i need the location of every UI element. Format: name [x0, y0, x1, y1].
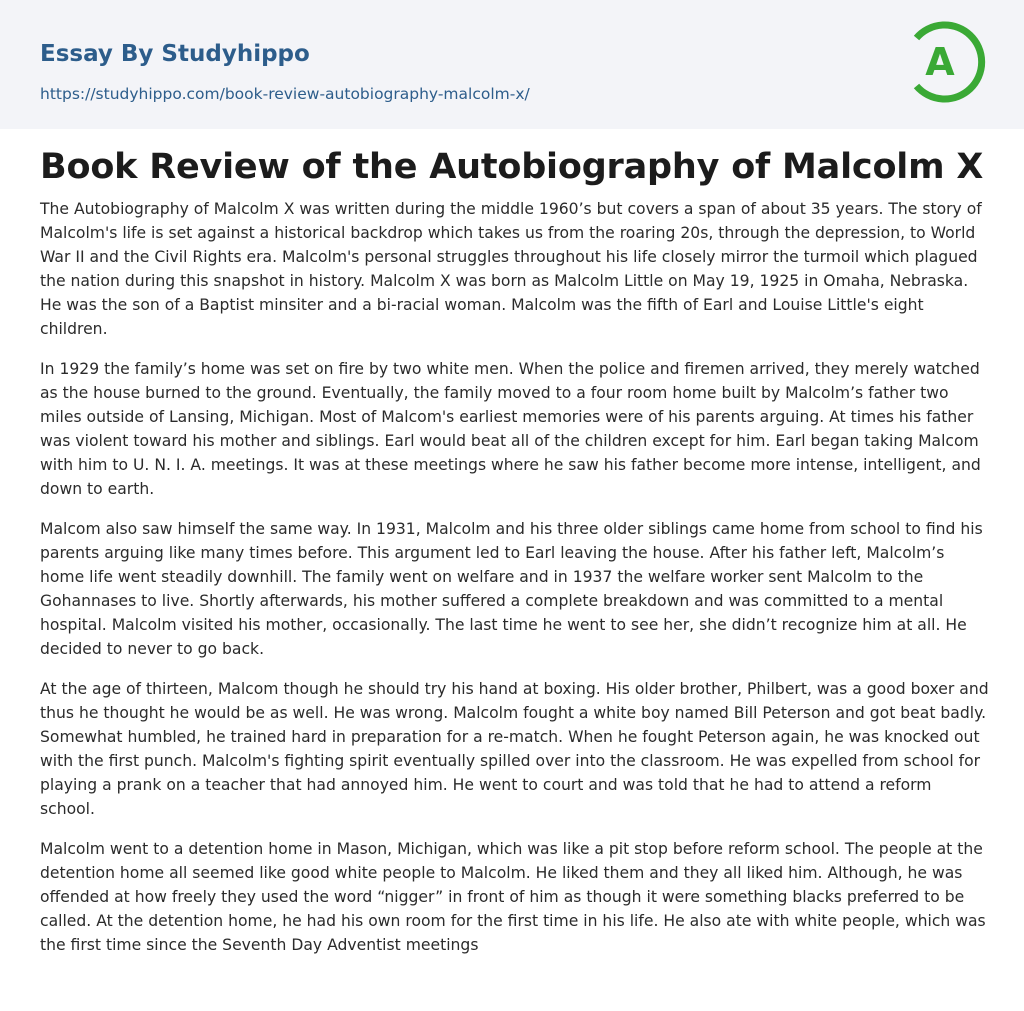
logo-letter: A [925, 40, 955, 84]
page-title: Book Review of the Autobiography of Malcolm X [40, 147, 984, 187]
logo-icon [911, 18, 987, 106]
article-paragraph: At the age of thirteen, Malcom though he should try his hand at boxing. His older brother, Philbert, was a good boxer and thus he thought he would be as well. He was wrong. Malcolm fought a white boy named Bill Peterson and got beat badly. Somewhat humbled, he trained hard in preparation for a re-match. When he fought Peterson again, he was knocked out with the first punch. Malcolm's fighting spirit eventually spilled over into the classroom. He was expelled from school for playing a prank on a teacher that had annoyed him. He went to court and was told that he had to attend a reform school. [40, 680, 989, 818]
article-paragraph: In 1929 the family’s home was set on fire by two white men. When the police and firemen arrived, they merely watched as the house burned to the ground. Eventually, the family moved to a four room home built by Malcolm’s father two miles outside of Lansing, Michigan. Most of Malcom's earliest memories were of his parents arguing. At times his father was violent toward his mother and siblings. Earl would beat all of the children except for him. Earl began taking Malcom with him to U. N. I. A. meetings. It was at these meetings where he saw his father become more intense, intelligent, and down to earth. [40, 360, 981, 498]
source-url-link[interactable]: https://studyhippo.com/book-review-autobiography-malcolm-x/ [40, 85, 530, 103]
article-paragraph: The Autobiography of Malcolm X was written during the middle 1960’s but covers a span of about 35 years. The story of Malcolm's life is set against a historical backdrop which takes us from the roaring 20s, through the depression, to World War II and the Civil Rights era. Malcolm's personal struggles throughout his life closely mirror the turmoil which plagued the nation during this snapshot in history. Malcolm X was born as Malcolm Little on May 19, 1925 in Omaha, Nebraska. He was the son of a Baptist minsiter and a bi-racial woman. Malcolm was the fifth of Earl and Louise Little's eight children. [40, 200, 982, 338]
article-paragraph: Malcom also saw himself the same way. In 1931, Malcolm and his three older siblings came home from school to find his parents arguing like many times before. This argument led to Earl leaving the house. After his father left, Malcolm’s home life went steadily downhill. The family went on welfare and in 1937 the welfare worker sent Malcolm to the Gohannases to live. Shortly afterwards, his mother suffered a complete breakdown and was committed to a mental hospital. Malcolm visited his mother, occasionally. The last time he went to see her, she didn’t recognize him at all. He decided to never to go back. [40, 520, 983, 658]
site-header [0, 0, 1024, 129]
article [40, 140, 990, 973]
article-paragraph: Malcolm went to a detention home in Mason, Michigan, which was like a pit stop before reform school. The people at the detention home all seemed like good white people to Malcolm. He liked them and they all liked him. Although, he was offended at how freely they used the word “nigger” in front of him as though it were something blacks preferred to be called. At the detention home, he had his own room for the first time in his life. He also ate with white people, which was the first time since the Seventh Day Adventist meetings [40, 840, 986, 954]
site-title[interactable]: Essay By Studyhippo [40, 41, 310, 67]
studyhippo-logo[interactable] [911, 18, 987, 106]
